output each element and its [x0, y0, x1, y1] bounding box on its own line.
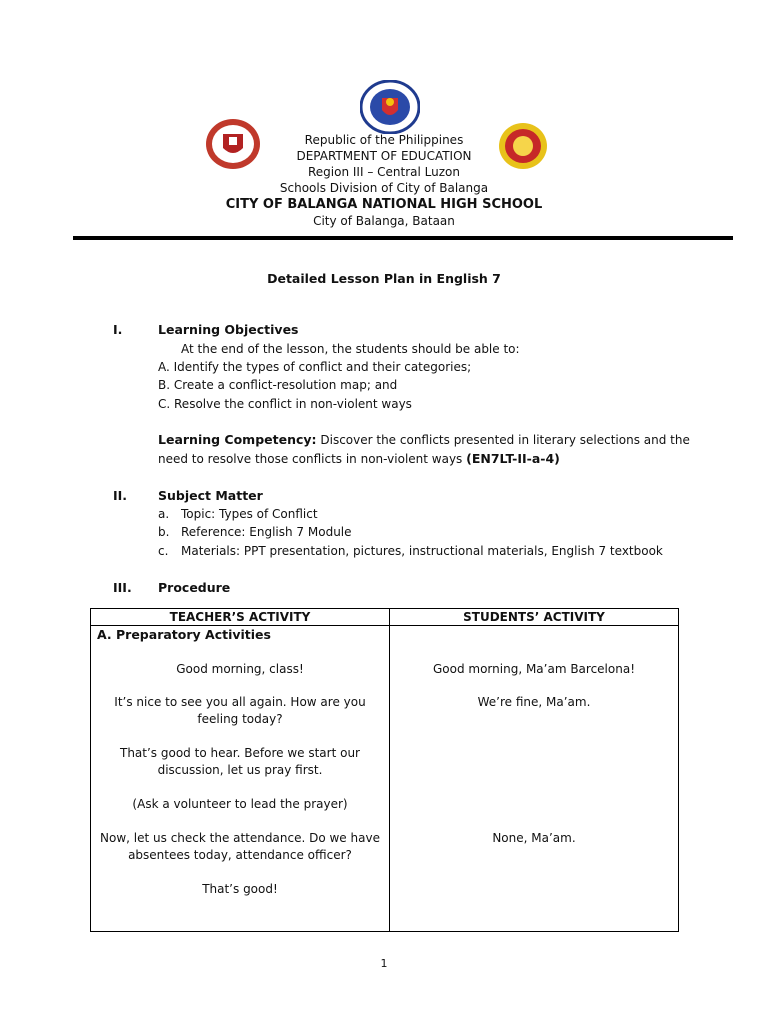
competency-line-1	[158, 432, 690, 448]
student-line: We’re fine, Ma’am.	[477, 695, 591, 709]
section-1-heading: Learning Objectives	[158, 322, 299, 337]
header-divider	[73, 236, 733, 240]
competency-label: Learning Competency:	[158, 432, 317, 447]
subject-item: Reference: English 7 Module	[181, 525, 352, 539]
students-activity-header: STUDENTS’ ACTIVITY	[390, 609, 679, 626]
header-line-1: Republic of the Philippines	[304, 133, 464, 147]
preparatory-subheading: A. Preparatory Activities	[97, 627, 271, 642]
school-name: CITY OF BALANGA NATIONAL HIGH SCHOOL	[225, 197, 543, 212]
student-line: None, Ma’am.	[492, 831, 576, 845]
header-line-4: Schools Division of City of Balanga	[279, 181, 489, 195]
competency-line-2	[158, 451, 560, 467]
teacher-line: That’s good to hear. Before we start our	[120, 746, 360, 760]
competency-text-2: need to resolve those conflicts in non-violent ways	[158, 452, 463, 466]
table-header-row	[91, 609, 679, 626]
teacher-line: That’s good!	[202, 882, 278, 896]
objectives-intro: At the end of the lesson, the students should be able to:	[181, 342, 520, 356]
teacher-line: Good morning, class!	[176, 662, 304, 676]
procedure-table	[90, 608, 679, 932]
students-activity-cell	[390, 626, 679, 932]
subject-marker: b.	[158, 525, 170, 539]
subject-item: Materials: PPT presentation, pictures, instructional materials, English 7 textbook	[181, 544, 663, 558]
header-line-2: DEPARTMENT OF EDUCATION	[296, 149, 472, 163]
teacher-line: It’s nice to see you all again. How are you	[114, 695, 366, 709]
document-title: Detailed Lesson Plan in English 7	[267, 271, 501, 286]
objective-item: A. Identify the types of conflict and their categories;	[158, 360, 472, 374]
teacher-line: (Ask a volunteer to lead the prayer)	[132, 797, 348, 811]
page-number: 1	[380, 957, 388, 970]
table-row	[91, 626, 679, 932]
objective-item: C. Resolve the conflict in non-violent ways	[158, 397, 412, 411]
teacher-activity-header: TEACHER’S ACTIVITY	[91, 609, 390, 626]
objective-item: B. Create a conflict-resolution map; and	[158, 378, 398, 392]
subject-item: Topic: Types of Conflict	[181, 507, 318, 521]
teacher-line: feeling today?	[197, 712, 283, 726]
deped-seal-logo	[360, 80, 420, 134]
section-2-heading: Subject Matter	[158, 488, 263, 503]
teacher-line: Now, let us check the attendance. Do we have	[100, 831, 380, 845]
competency-text-1: Discover the conflicts presented in literary selections and the	[320, 433, 690, 447]
section-1-numeral: I.	[113, 322, 123, 337]
student-line: Good morning, Ma’am Barcelona!	[432, 662, 636, 676]
subject-marker: a.	[158, 507, 170, 521]
competency-code: (EN7LT-II-a-4)	[466, 451, 560, 466]
section-3-heading: Procedure	[158, 580, 231, 595]
section-2-numeral: II.	[113, 488, 128, 503]
header-line-3: Region III – Central Luzon	[308, 165, 460, 179]
subject-marker: c.	[158, 544, 169, 558]
section-3-numeral: III.	[113, 580, 132, 595]
teacher-line: discussion, let us pray first.	[157, 763, 323, 777]
teacher-line: absentees today, attendance officer?	[128, 848, 352, 862]
teacher-activity-cell	[91, 626, 390, 932]
school-address: City of Balanga, Bataan	[313, 214, 455, 228]
